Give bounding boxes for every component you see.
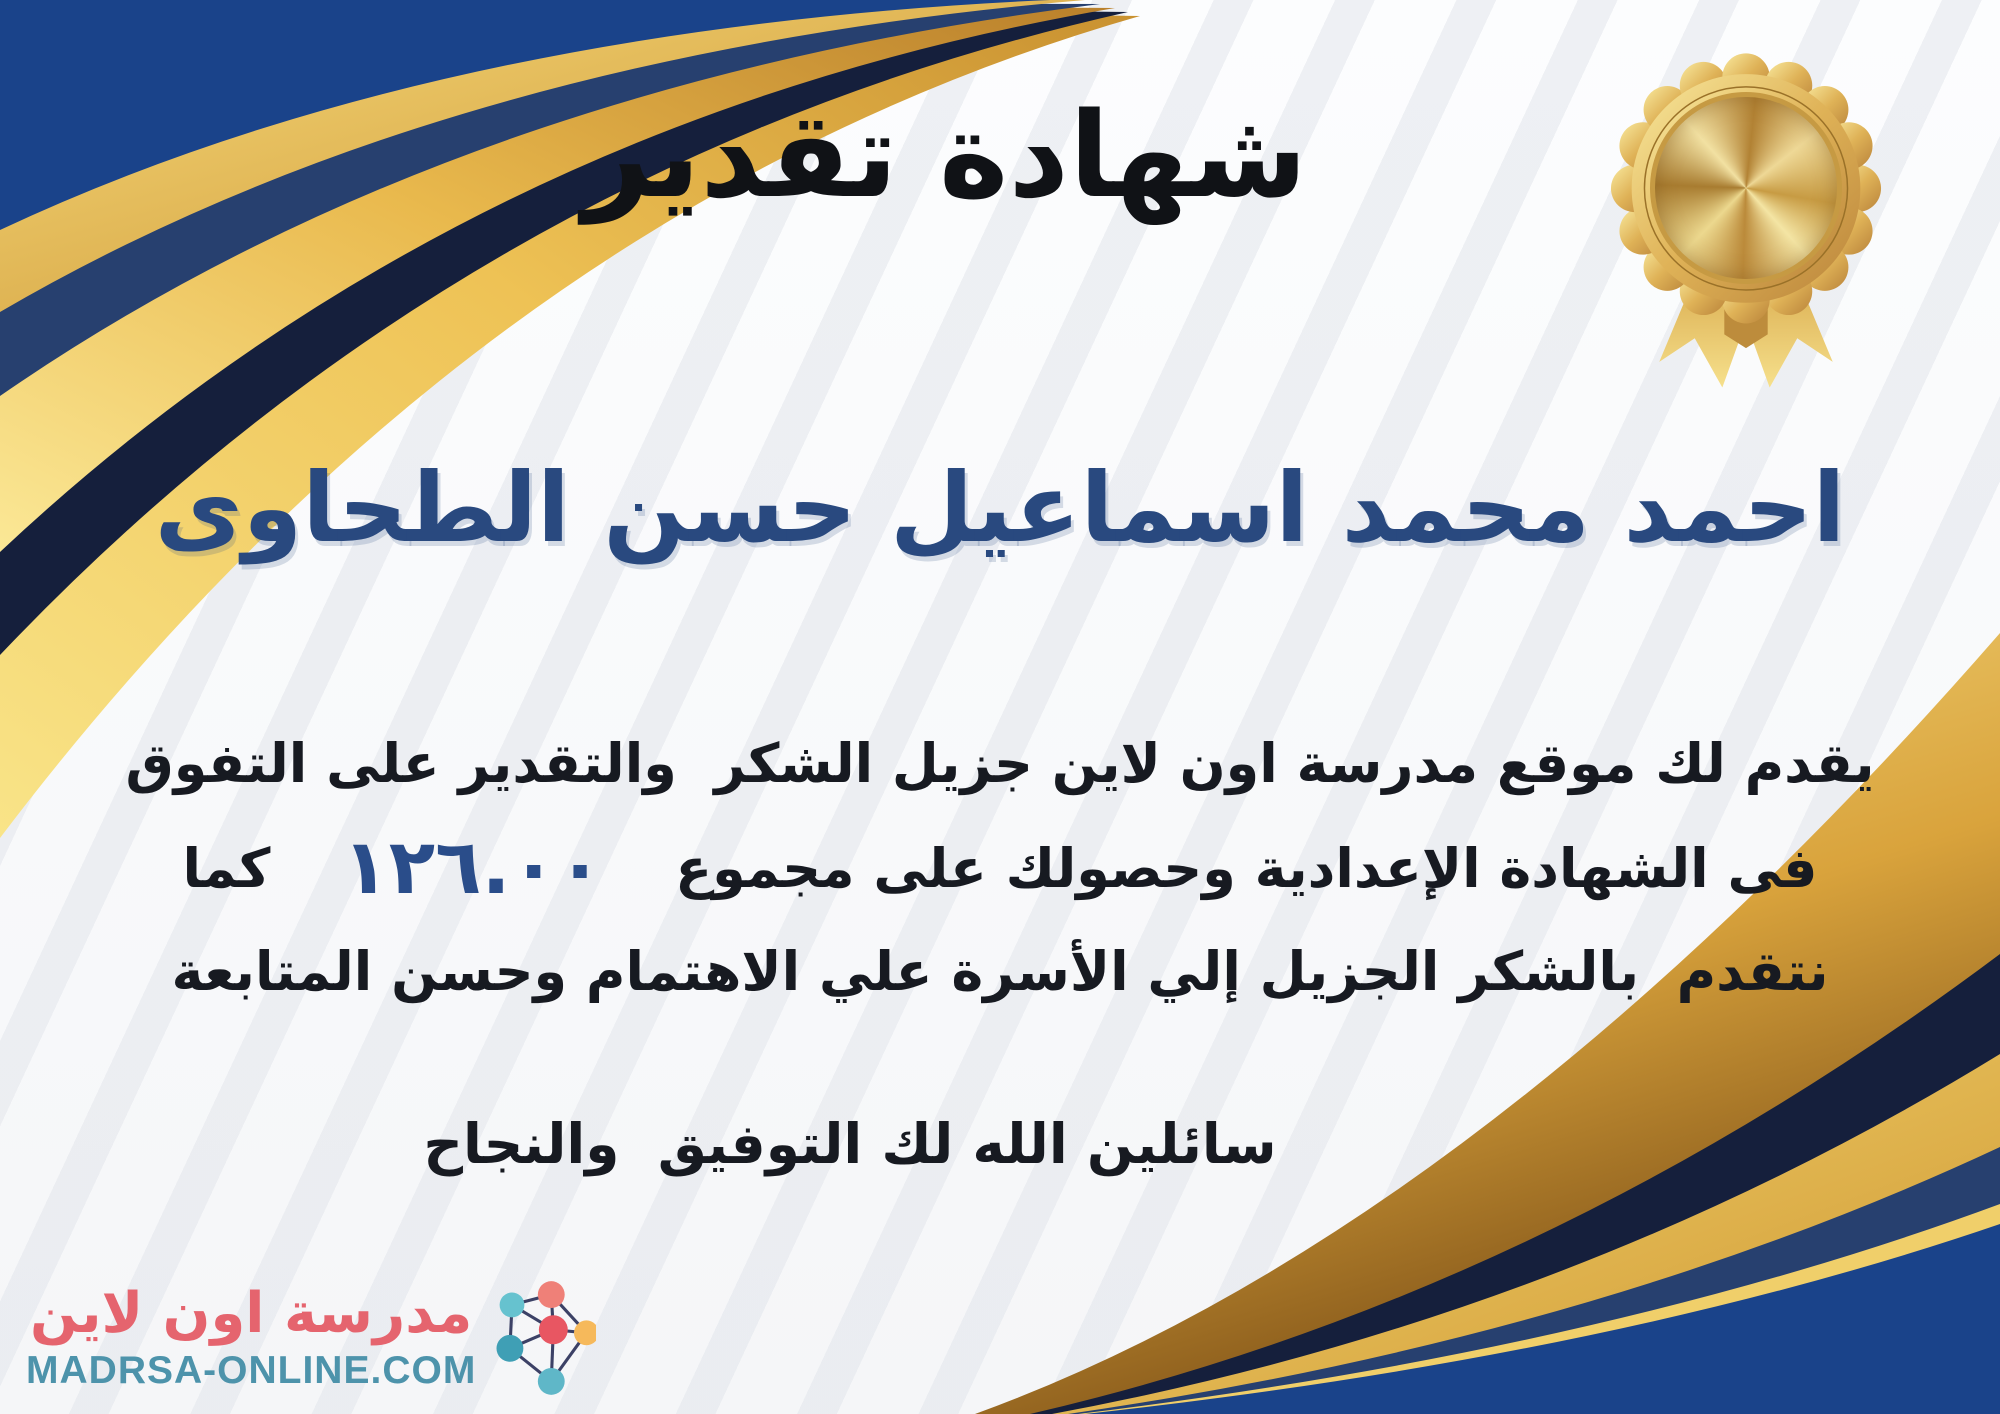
score-value: ١٢٦.٠٠ <box>342 822 604 911</box>
closing-line: سائلين الله لك التوفيق والنجاح <box>423 1112 1277 1176</box>
logo-website-url: MADRSA-ONLINE.COM <box>26 1349 477 1392</box>
body-line-1: يقدم لك موقع مدرسة اون لاين جزيل الشكر والتقدير على التفوق <box>125 732 1875 795</box>
certificate-title: شهادة تقدير <box>582 86 1308 224</box>
body-line-2-after: كما <box>182 837 271 900</box>
student-name: احمد محمد اسماعيل حسن الطحاوى <box>154 452 1846 564</box>
certificate-body <box>60 712 1940 1023</box>
logo-arabic-name: مدرسة اون لاين <box>30 1281 473 1346</box>
body-line-3: نتقدم بالشكر الجزيل إلي الأسرة علي الاهتمام وحسن المتابعة <box>171 940 1829 1003</box>
body-line-2 <box>60 815 1940 920</box>
site-logo-text <box>26 1281 476 1395</box>
network-icon <box>490 1276 596 1400</box>
site-logo <box>26 1276 596 1400</box>
body-line-2-before: فى الشهادة الإعدادية وحصولك على مجموع <box>675 837 1818 900</box>
